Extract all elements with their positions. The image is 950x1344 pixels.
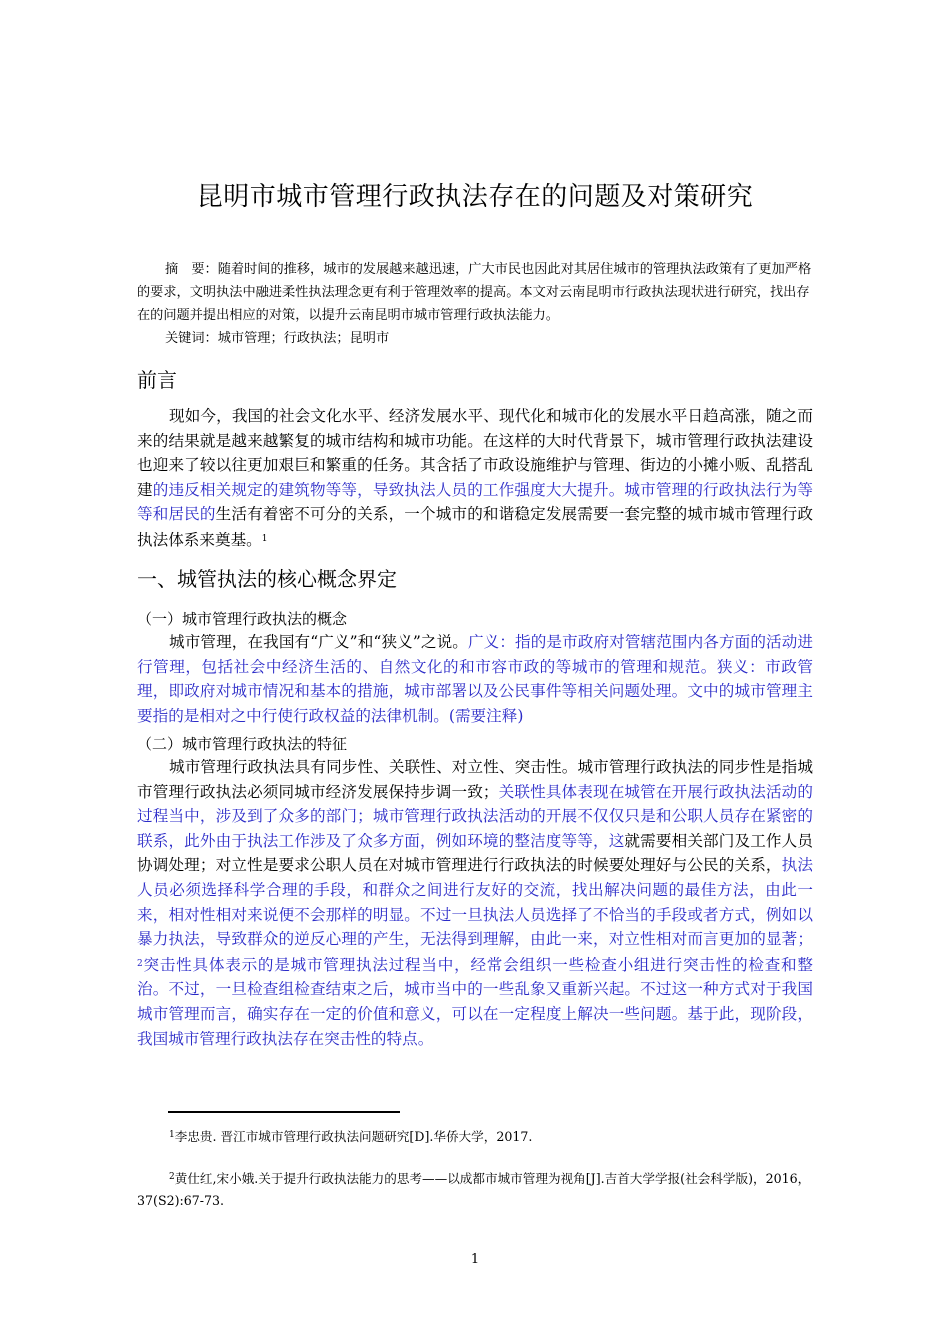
preface-body	[137, 404, 813, 553]
abstract-text: 随着时间的推移，城市的发展越来越迅速，广大市民也因此对其居住城市的管理执法政策有了更加严格的要求，文明执法中融进柔性执法理念更有利于管理效率的提高。本文对云南昆明市行政执法现状进行研究，找出存在的问题并提出相应的对策，以提升云南昆明市城市管理行政执法能力。	[137, 262, 812, 323]
section1-heading: 一、城管执法的核心概念界定	[137, 567, 397, 591]
footnote-1-text	[137, 1124, 817, 1148]
footnote-2-text	[137, 1166, 817, 1212]
keywords-line	[137, 327, 813, 350]
sub2-text-2: 就需要相关部门及工作人员协调处理；对立性是要求公职人员在对城市管理进行行政执法的时候要处理好与公民的关系，	[137, 831, 813, 875]
page-number: 1	[470, 1252, 480, 1267]
abstract-label: 摘 要：	[165, 262, 218, 277]
preface-text-2: 生活有着密不可分的关系，一个城市的和谐稳定发展需要一套完整的城市城市管理行政执法体系来奠基。	[137, 505, 813, 549]
footnote-1-mark: 1	[169, 1130, 175, 1140]
sub2-highlight-2: 执法人员必须选择科学合理的手段，和群众之间进行友好的交流，找出解决问题的最佳方法，由此一来，相对性相对来说便不会那样的明显。不过一旦执法人员选择了不恰当的手段或者方式，例如以暴力执法，导致群众的逆反心理的产生，无法得到理解，由此一来，对立性相对而言更加的显著；	[137, 856, 813, 949]
abstract-paragraph	[137, 258, 813, 327]
sub1-text: 城市管理，在我国有“广义”和“狭义”之说。	[169, 633, 468, 651]
footnote-1	[137, 1124, 817, 1148]
keywords-label: 关键词：	[165, 331, 218, 346]
preface-text-1: 现如今，我国的社会文化水平、经济发展水平、现代化和城市化的发展水平日趋高涨，随之而来的结果就是越来越繁复的城市结构和城市功能。在这样的大时代背景下，城市管理行政执法建设也迎来了较以往更加艰巨和繁重的任务。其含括了市政设施维护与管理、街边的小摊小贩、乱搭乱建	[137, 407, 813, 499]
preface-heading: 前言	[137, 368, 177, 392]
subsection2-body	[137, 755, 813, 1051]
footnote-2-body: 黄仕红,宋小娥.关于提升行政执法能力的思考——以成都市城市管理为视角[J].吉首大学学报(社会科学版)，2016，37(S2):67-73.	[137, 1171, 811, 1208]
preface-highlight: 的违反相关规定的建筑物等等，导致执法人员的工作强度大大提升。城市管理的行政执法行为等等和居民的	[137, 480, 813, 524]
footnote-1-body: 李忠贵. 晋江市城市管理行政执法问题研究[D].华侨大学，2017.	[174, 1129, 533, 1144]
sub2-highlight-1: 关联性具体表现在城管在开展行政执法活动的过程当中，涉及到了众多的部门；城市管理行政执法活动的开展不仅仅只是和公职人员存在紧密的联系，此外由于执法工作涉及了众多方面，例如环境的整洁度等等，这	[137, 782, 813, 850]
sub1-highlight: 广义：指的是市政府对管辖范围内各方面的活动进行管理，包括社会中经济生活的、自然文化的和市容市政的等城市的管理和规范。狭义：市政管理，即政府对城市情况和基本的措施，城市部署以及公民事件等相关问题处理。文中的城市管理主要指的是相对之中行使行政权益的法律机制。(需要注释)	[137, 633, 813, 725]
sub2-highlight-3: 突击性具体表示的是城市管理执法过程当中，经常会组织一些检查小组进行突击性的检查和整治。不过，一旦检查组检查结束之后，城市当中的一些乱象又重新兴起。不过这一种方式对于我国城市管理而言，确实存在一定的价值和意义，可以在一定程度上解决一些问题。基于此，现阶段，我国城市管理行政执法存在突击性的特点。	[137, 955, 813, 1048]
keywords-text: 城市管理；行政执法；昆明市	[217, 331, 390, 346]
footnote-ref-2[interactable]: 2	[137, 958, 143, 969]
subsection1-paragraph	[137, 630, 813, 728]
footnote-2	[137, 1166, 817, 1212]
abstract-block	[137, 258, 813, 350]
subsection2-heading: （二）城市管理行政执法的特征	[137, 735, 348, 753]
footnote-separator	[168, 1111, 400, 1113]
footnote-ref-1[interactable]: 1	[261, 533, 268, 544]
subsection2-paragraph	[137, 755, 813, 1051]
sub2-text-1: 城市管理行政执法具有同步性、关联性、对立性、突击性。城市管理行政执法的同步性是指城市管理行政执法必须同城市经济发展保持步调一致；	[137, 758, 813, 801]
footnote-2-mark: 2	[169, 1172, 175, 1182]
subsection1-heading: （一）城市管理行政执法的概念	[137, 610, 348, 628]
subsection1-body	[137, 630, 813, 728]
paper-title: 昆明市城市管理行政执法存在的问题及对策研究	[196, 182, 754, 212]
preface-paragraph	[137, 404, 813, 553]
